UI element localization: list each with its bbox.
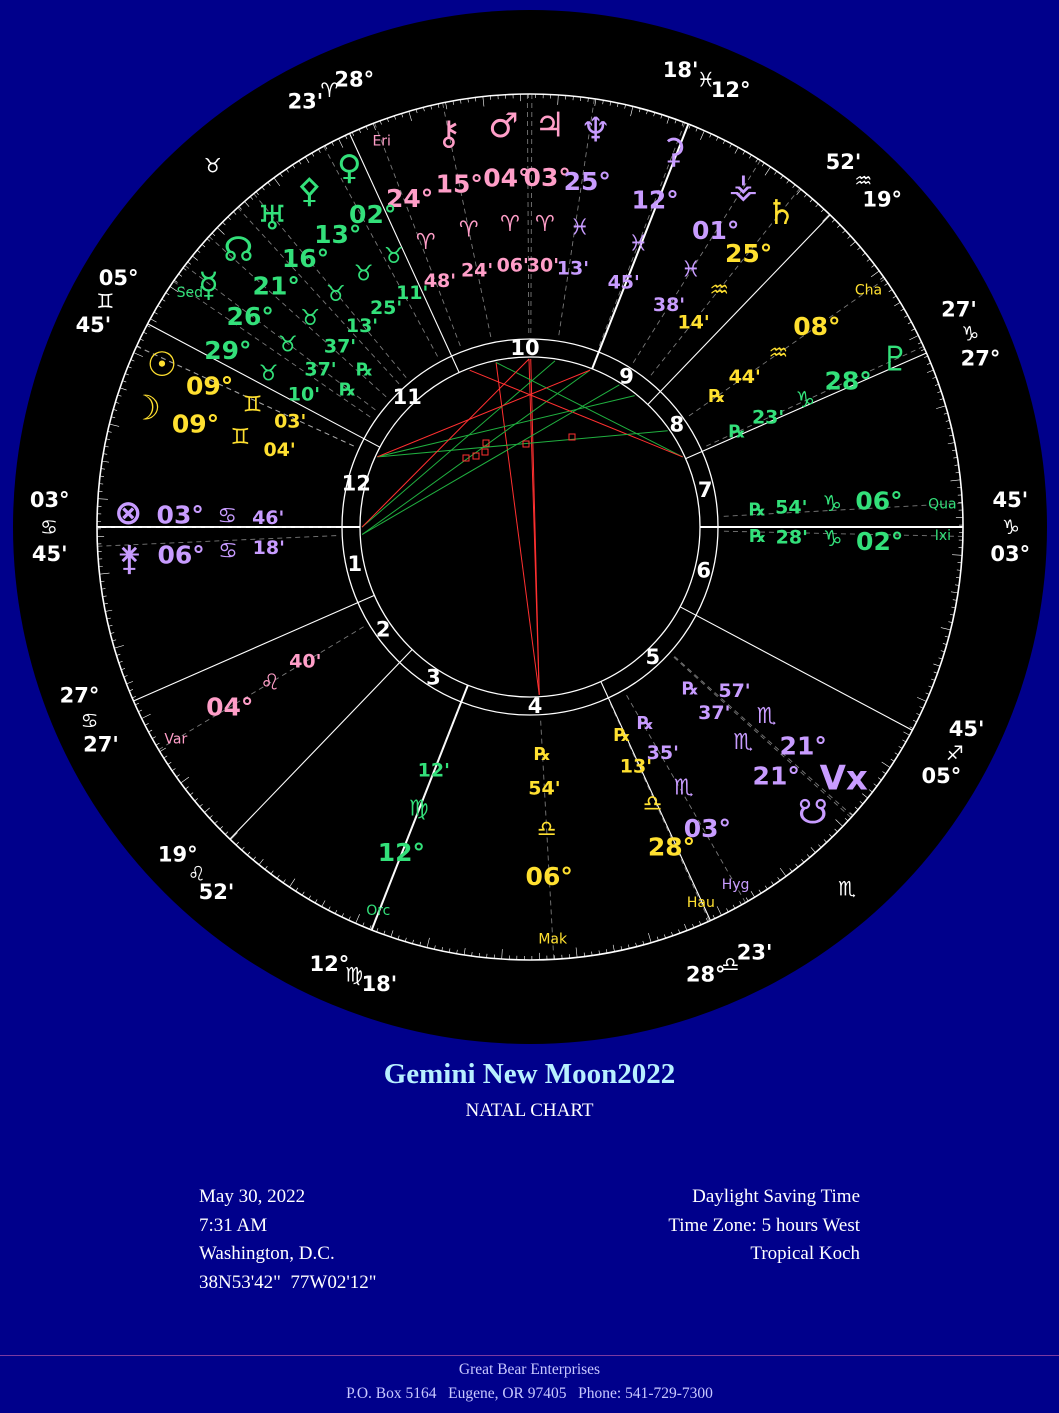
planet-degree: 25°: [564, 167, 611, 196]
cusp-sign-glyph: ♑: [1002, 515, 1020, 539]
planet-minutes: 38': [653, 294, 685, 316]
cusp-minutes: 45': [949, 717, 985, 741]
planet-sign-glyph: ♊: [231, 425, 251, 450]
intercepted-sign-glyph: ♉: [204, 153, 222, 177]
asteroid-label: Cha: [855, 282, 882, 298]
planet-degree: 29°: [204, 336, 251, 365]
planet-degree: 06°: [855, 487, 902, 516]
asteroid-label: Hyg: [722, 877, 750, 893]
planet-degree: 06°: [526, 862, 573, 891]
cusp-sign-glyph: ♋: [40, 515, 58, 539]
planet-minutes: 57': [718, 680, 750, 702]
asteroid-label: Eri: [372, 134, 391, 150]
planet-minutes: 06': [497, 255, 529, 277]
planet-sign-glyph: ♋: [217, 504, 237, 529]
planet-degree: 25°: [725, 239, 772, 268]
chart-title: Gemini New Moon2022: [0, 1058, 1059, 1091]
planet-minutes: 45': [608, 271, 640, 293]
planet-degree: 03°: [524, 163, 571, 192]
house-number-2: 2: [376, 617, 391, 641]
vertex-glyph-icon: Vx: [820, 758, 868, 798]
planet-degree: 26°: [227, 302, 274, 331]
planet-minutes: 25': [370, 297, 402, 319]
south-node-glyph-icon: ☋: [798, 793, 828, 833]
cusp-sign-glyph: ♐: [946, 741, 964, 765]
planet-sign-glyph: ♍: [409, 796, 429, 821]
planet-sign-glyph: ♑: [796, 388, 816, 413]
cusp-minutes: 45': [76, 313, 112, 337]
planet-minutes: 04': [263, 439, 295, 461]
planet-sign-glyph: ♋: [218, 539, 238, 564]
planet-minutes: 40': [289, 651, 321, 673]
house-number-5: 5: [645, 645, 660, 669]
planet-degree: 12°: [631, 186, 678, 215]
planet-minutes: 37': [324, 336, 356, 358]
planet-minutes: 11': [396, 282, 428, 304]
asteroid-label: Sed: [177, 285, 203, 301]
planet-minutes: 30': [527, 254, 559, 276]
cusp-sign-glyph: ♓: [697, 67, 715, 91]
planet-sign-glyph: ♉: [259, 362, 279, 387]
mercury-glyph-icon: ☿: [198, 266, 219, 306]
asteroid-label: Ixi: [935, 528, 951, 544]
planet-degree: 28°: [648, 833, 695, 862]
planet-degree: 06°: [157, 541, 204, 570]
moon-glyph-icon: ☽: [131, 389, 161, 429]
planet-minutes: 13': [557, 258, 589, 280]
pluto-glyph-icon: ♇: [880, 339, 910, 379]
intercepted-sign-glyph: ♏: [838, 877, 856, 901]
planet-degree: 03°: [684, 814, 731, 843]
house-number-3: 3: [426, 666, 441, 690]
planet-minutes: 14': [677, 311, 709, 333]
sun-glyph-icon: ☉: [147, 345, 177, 385]
juno-glyph-icon: ⚵: [117, 539, 142, 579]
retrograde-mark: ℞: [682, 679, 698, 700]
planet-degree: 03°: [157, 500, 204, 529]
cusp-degree: 05°: [922, 764, 962, 788]
chiron-glyph-icon: ⚷: [436, 113, 461, 153]
house-number-10: 10: [510, 336, 539, 360]
planet-sign-glyph: ♈: [459, 218, 479, 243]
location-text: Washington, D.C.: [199, 1240, 377, 1269]
cusp-minutes: 52': [199, 880, 235, 904]
asteroid-label: Mak: [538, 931, 568, 947]
cusp-degree: 27°: [60, 683, 100, 707]
company-address: P.O. Box 5164 Eugene, OR 97405 Phone: 541-729-7300: [0, 1382, 1059, 1406]
cusp-sign-glyph: ♒: [854, 168, 872, 192]
planet-sign-glyph: ♌: [260, 670, 280, 695]
planet-degree: 08°: [793, 312, 840, 341]
planet-minutes: 54': [775, 497, 807, 519]
planet-degree: 12°: [378, 838, 425, 867]
cusp-minutes: 45': [992, 488, 1028, 512]
planet-degree: 28°: [824, 367, 871, 396]
cusp-degree: 03°: [990, 542, 1030, 566]
planet-degree: 02°: [349, 200, 396, 229]
asteroid-label: Qua: [928, 496, 956, 512]
retrograde-mark: ℞: [357, 360, 373, 381]
planet-minutes: 37': [304, 359, 336, 381]
retrograde-mark: ℞: [614, 725, 630, 746]
dst-text: Daylight Saving Time: [668, 1183, 860, 1212]
planet-sign-glyph: ♓: [628, 232, 648, 257]
planet-sign-glyph: ♎: [537, 817, 557, 842]
retrograde-mark: ℞: [750, 526, 766, 547]
planet-sign-glyph: ♒: [769, 341, 789, 366]
cusp-degree: 03°: [30, 488, 70, 512]
cusp-minutes: 27': [941, 297, 977, 321]
planet-degree: 09°: [186, 372, 233, 401]
date-text: May 30, 2022: [199, 1183, 377, 1212]
planet-sign-glyph: ♓: [681, 258, 701, 283]
planet-sign-glyph: ♏: [757, 704, 777, 729]
planet-minutes: 24': [461, 259, 493, 281]
planet-minutes: 18': [253, 537, 285, 559]
timezone-text: Time Zone: 5 hours West: [668, 1212, 860, 1241]
retrograde-mark: ℞: [729, 421, 745, 442]
planet-sign-glyph: ♒: [709, 278, 729, 303]
planet-minutes: 12': [418, 760, 450, 782]
cusp-sign-glyph: ♑: [961, 322, 979, 346]
planet-minutes: 35': [647, 742, 679, 764]
house-number-6: 6: [696, 558, 711, 582]
house-number-4: 4: [528, 694, 543, 718]
vesta-glyph-icon: ⚶: [729, 166, 758, 206]
saturn-glyph-icon: ♄: [766, 193, 796, 233]
time-text: 7:31 AM: [199, 1212, 377, 1241]
cusp-degree: 27°: [961, 347, 1001, 371]
cusp-degree: 28°: [334, 67, 374, 91]
planet-minutes: 46': [252, 507, 284, 529]
planet-minutes: 03': [274, 411, 306, 433]
footer: [0, 1355, 1059, 1413]
house-system-text: Tropical Koch: [668, 1240, 860, 1269]
asteroid-label: Orc: [366, 903, 390, 919]
planet-minutes: 48': [424, 270, 456, 292]
planet-degree: 16°: [282, 244, 329, 273]
cusp-sign-glyph: ♋: [81, 708, 99, 732]
planet-sign-glyph: ♈: [535, 212, 555, 237]
planet-minutes: 54': [528, 778, 560, 800]
planet-sign-glyph: ♉: [300, 306, 320, 331]
cusp-minutes: 23': [737, 940, 773, 964]
planet-degree: 21°: [753, 761, 800, 790]
cusp-sign-glyph: ♊: [96, 289, 114, 313]
planet-sign-glyph: ♑: [822, 492, 842, 517]
coordinates-text: 38N53'42" 77W02'12": [199, 1269, 377, 1298]
planet-sign-glyph: ♈: [416, 230, 436, 255]
planet-sign-glyph: ♑: [823, 527, 843, 552]
planet-minutes: 13': [346, 315, 378, 337]
mars-glyph-icon: ♂: [488, 106, 518, 146]
planet-minutes: 23': [752, 407, 784, 429]
cusp-sign-glyph: ♌: [188, 862, 206, 886]
cusp-minutes: 23': [288, 90, 324, 114]
planet-sign-glyph: ♓: [570, 216, 590, 241]
cusp-minutes: 27': [83, 733, 119, 757]
planet-degree: 21°: [253, 272, 300, 301]
jupiter-glyph-icon: ♃: [535, 106, 565, 146]
planet-degree: 13°: [314, 220, 361, 249]
planet-degree: 02°: [856, 527, 903, 556]
cusp-minutes: 45': [32, 542, 68, 566]
cusp-minutes: 18': [663, 58, 699, 82]
planet-degree: 01°: [692, 216, 739, 245]
neptune-glyph-icon: ♆: [581, 110, 611, 150]
planet-minutes: 37': [698, 702, 730, 724]
planet-degree: 04°: [206, 693, 253, 722]
uranus-glyph-icon: ♅: [257, 199, 287, 239]
house-number-9: 9: [619, 364, 634, 388]
chart-subtitle: NATAL CHART: [0, 1100, 1059, 1122]
planet-minutes: 10': [288, 384, 320, 406]
cusp-sign-glyph: ♍: [345, 963, 363, 987]
planet-degree: 15°: [436, 170, 483, 199]
venus-glyph-icon: ♀: [337, 148, 362, 188]
retrograde-mark: ℞: [534, 744, 550, 765]
planet-degree: 09°: [172, 409, 219, 438]
cusp-degree: 28°: [686, 963, 726, 987]
cusp-degree: 05°: [99, 266, 139, 290]
planet-degree: 04°: [483, 163, 530, 192]
retrograde-mark: ℞: [709, 386, 725, 407]
house-number-7: 7: [698, 478, 713, 502]
part-of-fortune-glyph-icon: ⊗: [114, 493, 143, 533]
cusp-minutes: 52': [826, 150, 862, 174]
asteroid-label: Hau: [687, 895, 715, 911]
planet-degree: 24°: [386, 184, 433, 213]
planet-sign-glyph: ♈: [500, 212, 520, 237]
company-name: Great Bear Enterprises: [0, 1358, 1059, 1382]
retrograde-mark: ℞: [340, 380, 356, 401]
house-number-12: 12: [342, 472, 371, 496]
cusp-degree: 19°: [862, 188, 902, 212]
planet-minutes: 13': [620, 756, 652, 778]
planet-minutes: 28': [776, 527, 808, 549]
planet-sign-glyph: ♉: [384, 244, 404, 269]
house-number-11: 11: [393, 385, 422, 409]
cusp-minutes: 18': [362, 972, 398, 996]
cusp-degree: 12°: [310, 952, 350, 976]
planet-sign-glyph: ♎: [643, 792, 663, 817]
cusp-sign-glyph: ♈: [321, 78, 339, 102]
birth-data: [199, 1183, 377, 1297]
ceres-glyph-icon: ⚳: [661, 132, 686, 172]
cusp-sign-glyph: ♎: [722, 952, 740, 976]
cusp-degree: 12°: [711, 78, 751, 102]
retrograde-mark: ℞: [749, 500, 765, 521]
planet-sign-glyph: ♉: [354, 261, 374, 286]
pallas-glyph-icon: ⚴: [297, 171, 322, 211]
planet-sign-glyph: ♏: [674, 776, 694, 801]
house-number-8: 8: [669, 413, 684, 437]
asteroid-label: Var: [164, 731, 187, 747]
planet-degree: 21°: [780, 731, 827, 760]
cusp-degree: 19°: [158, 843, 198, 867]
planet-sign-glyph: ♊: [243, 393, 263, 418]
planet-sign-glyph: ♏: [733, 730, 753, 755]
planet-sign-glyph: ♉: [278, 333, 298, 358]
retrograde-mark: ℞: [637, 713, 653, 734]
planet-sign-glyph: ♉: [326, 282, 346, 307]
chart-settings: [668, 1183, 860, 1269]
planet-minutes: 44': [729, 366, 761, 388]
house-number-1: 1: [347, 552, 362, 576]
north-node-glyph-icon: ☊: [223, 230, 253, 270]
